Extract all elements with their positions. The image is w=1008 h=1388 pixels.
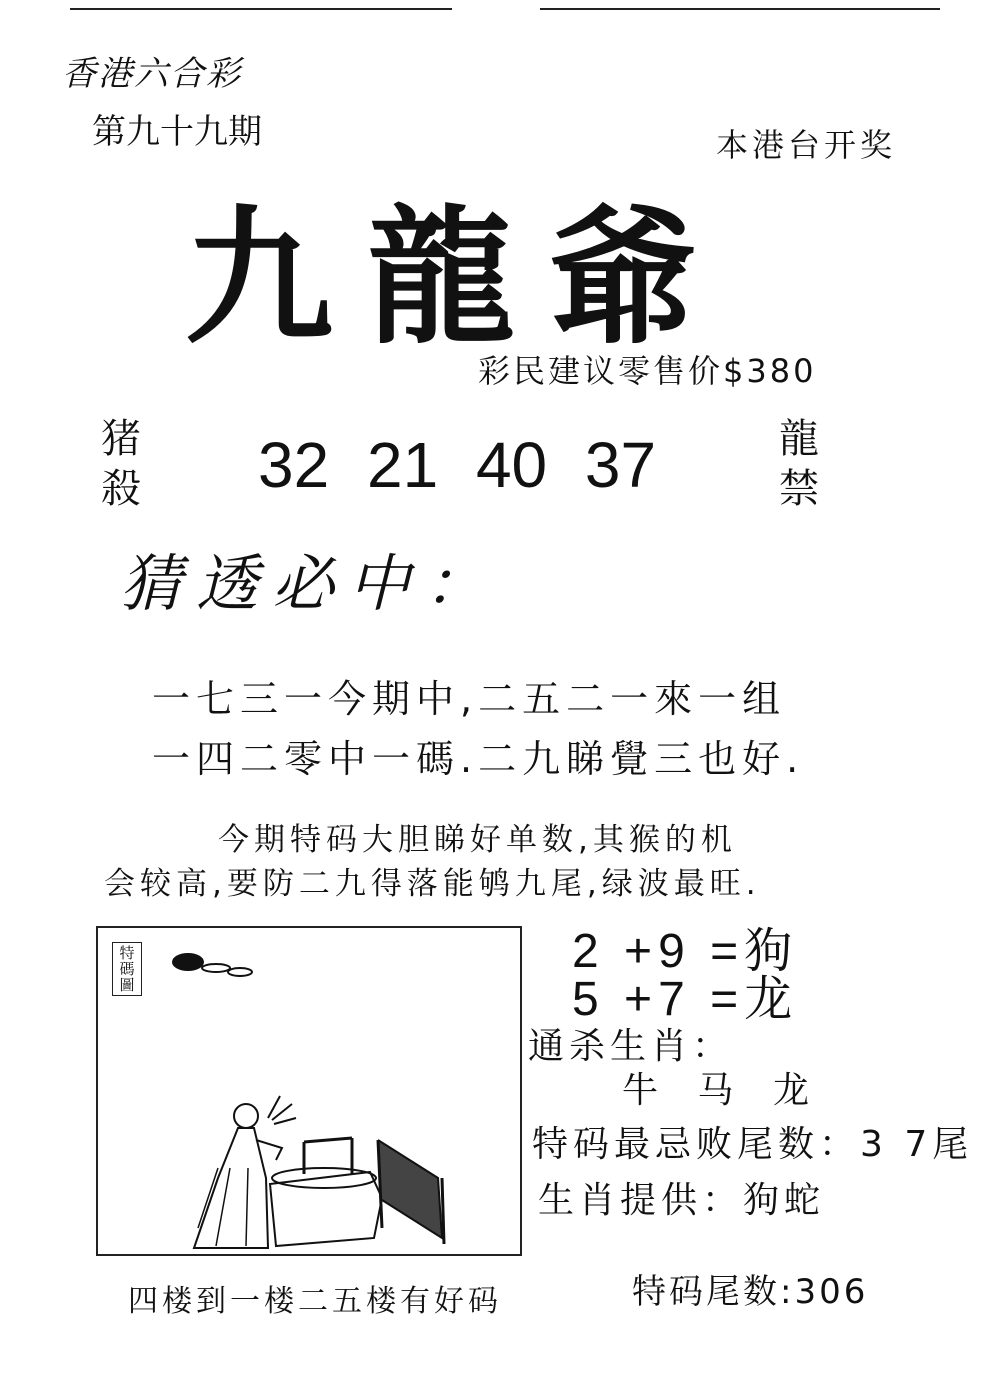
tongsha-value: 马 xyxy=(697,1070,739,1111)
guess-heading: 猜透必中： xyxy=(120,547,501,620)
kill-number: 21 xyxy=(366,429,439,501)
equation-result: 龙 xyxy=(744,973,799,1026)
equation-result: 狗 xyxy=(744,925,799,978)
paragraph-line: 会较高,要防二九得落能鸲九尾,绿波最旺. xyxy=(104,866,761,902)
tongsha-value: 牛 xyxy=(622,1070,664,1111)
tongsha-value: 龙 xyxy=(772,1070,814,1111)
tongsha-label: 通杀生肖： xyxy=(528,1026,734,1067)
illustration-figure-icon xyxy=(98,928,520,1254)
equation-equals: = xyxy=(710,925,745,978)
forbidden-label xyxy=(774,414,824,514)
lottery-name: 香港六合彩 xyxy=(62,54,242,94)
footer-left: 四楼到一楼二五楼有好码 xyxy=(128,1284,502,1319)
picture-label: 特碼圖 xyxy=(112,942,142,996)
paragraph-line: 今期特码大胆睇好单数,其猴的机 xyxy=(218,822,737,858)
broadcast-note: 本港台开奖 xyxy=(716,126,897,164)
forbidden-char: 龍 xyxy=(779,416,819,462)
poem-line: 一七三一今期中,二五二一來一组 xyxy=(152,677,787,721)
issue-number: 第九十九期 xyxy=(92,112,262,152)
kill-number: 32 xyxy=(258,429,330,501)
kill-zodiac-char: 猪 xyxy=(101,416,141,462)
zodiac-provide: 生肖提供：狗蛇 xyxy=(538,1180,826,1221)
top-rule-left xyxy=(70,8,452,10)
equation-expr: 2 +9 xyxy=(572,925,691,978)
equation-equals: = xyxy=(710,973,745,1026)
price-note: 彩民建议零售价$380 xyxy=(478,352,817,390)
poem-line: 一四二零中一碼.二九睇覺三也好. xyxy=(152,737,805,781)
forbidden-char: 禁 xyxy=(779,466,819,512)
kill-zodiac-label xyxy=(96,414,146,514)
equation-expr: 5 +7 xyxy=(572,973,691,1026)
kill-number: 37 xyxy=(584,429,657,501)
special-code-picture xyxy=(96,926,522,1256)
kill-numbers xyxy=(258,428,656,502)
kill-number: 40 xyxy=(475,429,548,501)
top-rule-right xyxy=(540,8,940,10)
page-title: 九龍爺 xyxy=(185,190,731,364)
kill-zodiac-char: 殺 xyxy=(101,466,141,512)
footer-right: 特码尾数:306 xyxy=(632,1272,869,1312)
tongsha-values xyxy=(622,1062,814,1113)
tail-avoid: 特码最忌败尾数：3 7尾 xyxy=(532,1124,974,1165)
